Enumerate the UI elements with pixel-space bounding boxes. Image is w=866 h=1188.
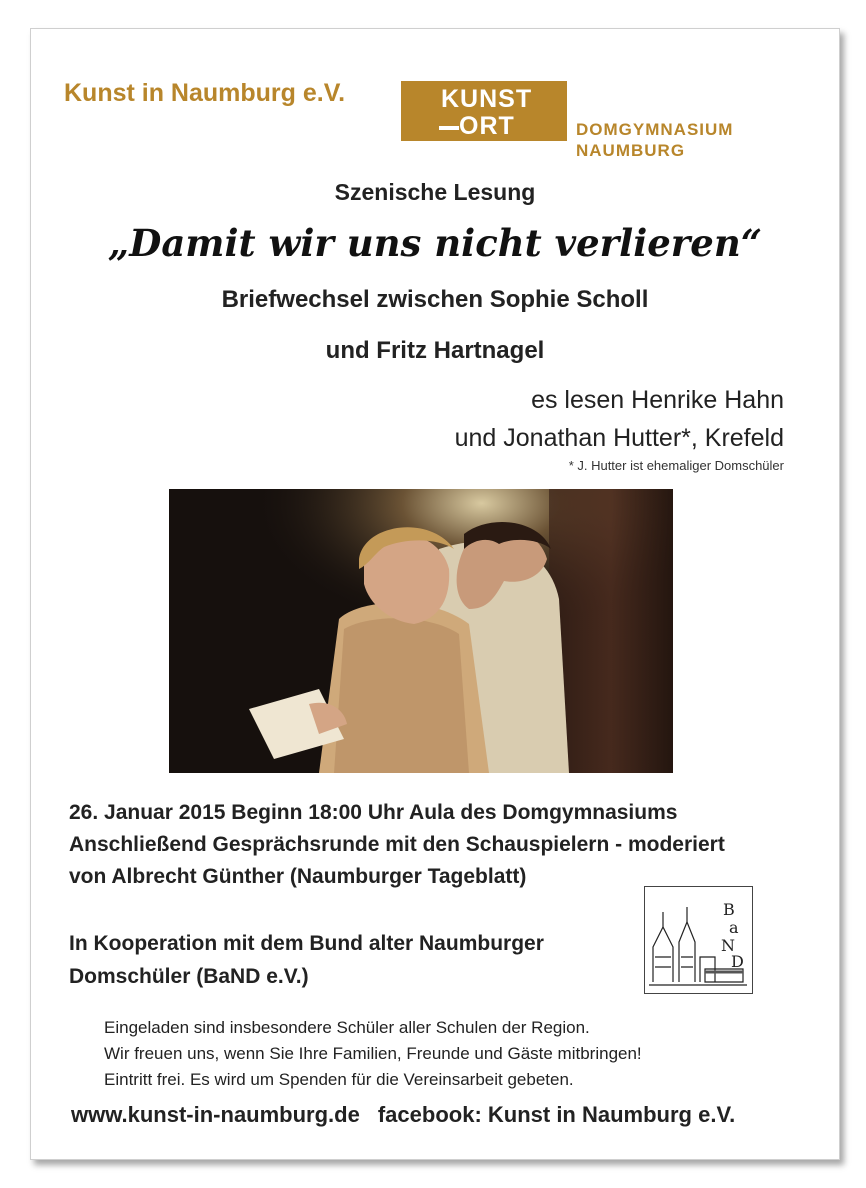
svg-text:a: a [729,918,739,937]
performance-photo [169,489,673,773]
performance-photo-illustration [169,489,673,773]
event-details [69,797,725,893]
readers-line2: und Jonathan Hutter*, Krefeld [454,424,784,452]
school-name-line2: NAUMBURG [576,141,686,160]
school-name-line1: DOMGYMNASIUM [576,120,734,139]
event-title: „Damit wir uns nicht verlieren“ [107,221,763,265]
cooperation-note [69,927,544,993]
svg-text:B: B [723,900,735,919]
band-logo [644,886,753,994]
org-name: Kunst in Naumburg e.V. [64,79,346,107]
cooperation-line2: Domschüler (BaND e.V.) [69,965,309,988]
readers [455,381,784,457]
invitation-line2: Wir freuen uns, wenn Sie Ihre Familien, Freunde und Gäste mitbringen! [104,1044,642,1063]
facebook-link[interactable]: facebook: Kunst in Naumburg e.V. [377,1102,736,1127]
kunst-ort-logo-line2: ORT [459,112,515,140]
school-name [576,119,733,161]
event-subtitle-line1: Briefwechsel zwischen Sophie Scholl [221,286,649,313]
kunst-ort-logo-line1: KUNST [441,85,533,113]
svg-text:D: D [731,952,744,971]
event-details-date: 26. Januar 2015 Beginn 18:00 Uhr Aula des Domgymnasiums [69,801,678,824]
flyer-page [30,28,840,1160]
kunst-ort-logo [401,81,567,141]
svg-text:N: N [721,936,735,955]
invitation-line3: Eintritt frei. Es wird um Spenden für die Vereinsarbeit gebeten. [104,1070,574,1089]
event-details-discussion: Anschließend Gesprächsrunde mit den Schauspielern - moderiert [69,833,725,856]
band-logo-drawing [645,887,752,993]
invitation-line1: Eingeladen sind insbesondere Schüler aller Schulen der Region. [104,1018,590,1037]
event-type: Szenische Lesung [334,179,536,205]
footnote: * J. Hutter ist ehemaliger Domschüler [568,458,784,473]
website-link[interactable]: www.kunst-in-naumburg.de [71,1102,360,1127]
kunst-ort-logo-dash [439,126,459,130]
readers-line1: es lesen Henrike Hahn [531,386,784,414]
invitation-text [104,1015,642,1093]
footer [71,1102,735,1128]
event-subtitle-line2: und Fritz Hartnagel [325,337,545,364]
cooperation-line1: In Kooperation mit dem Bund alter Naumburger [69,932,544,955]
event-details-moderator: von Albrecht Günther (Naumburger Tageblatt) [69,865,527,888]
